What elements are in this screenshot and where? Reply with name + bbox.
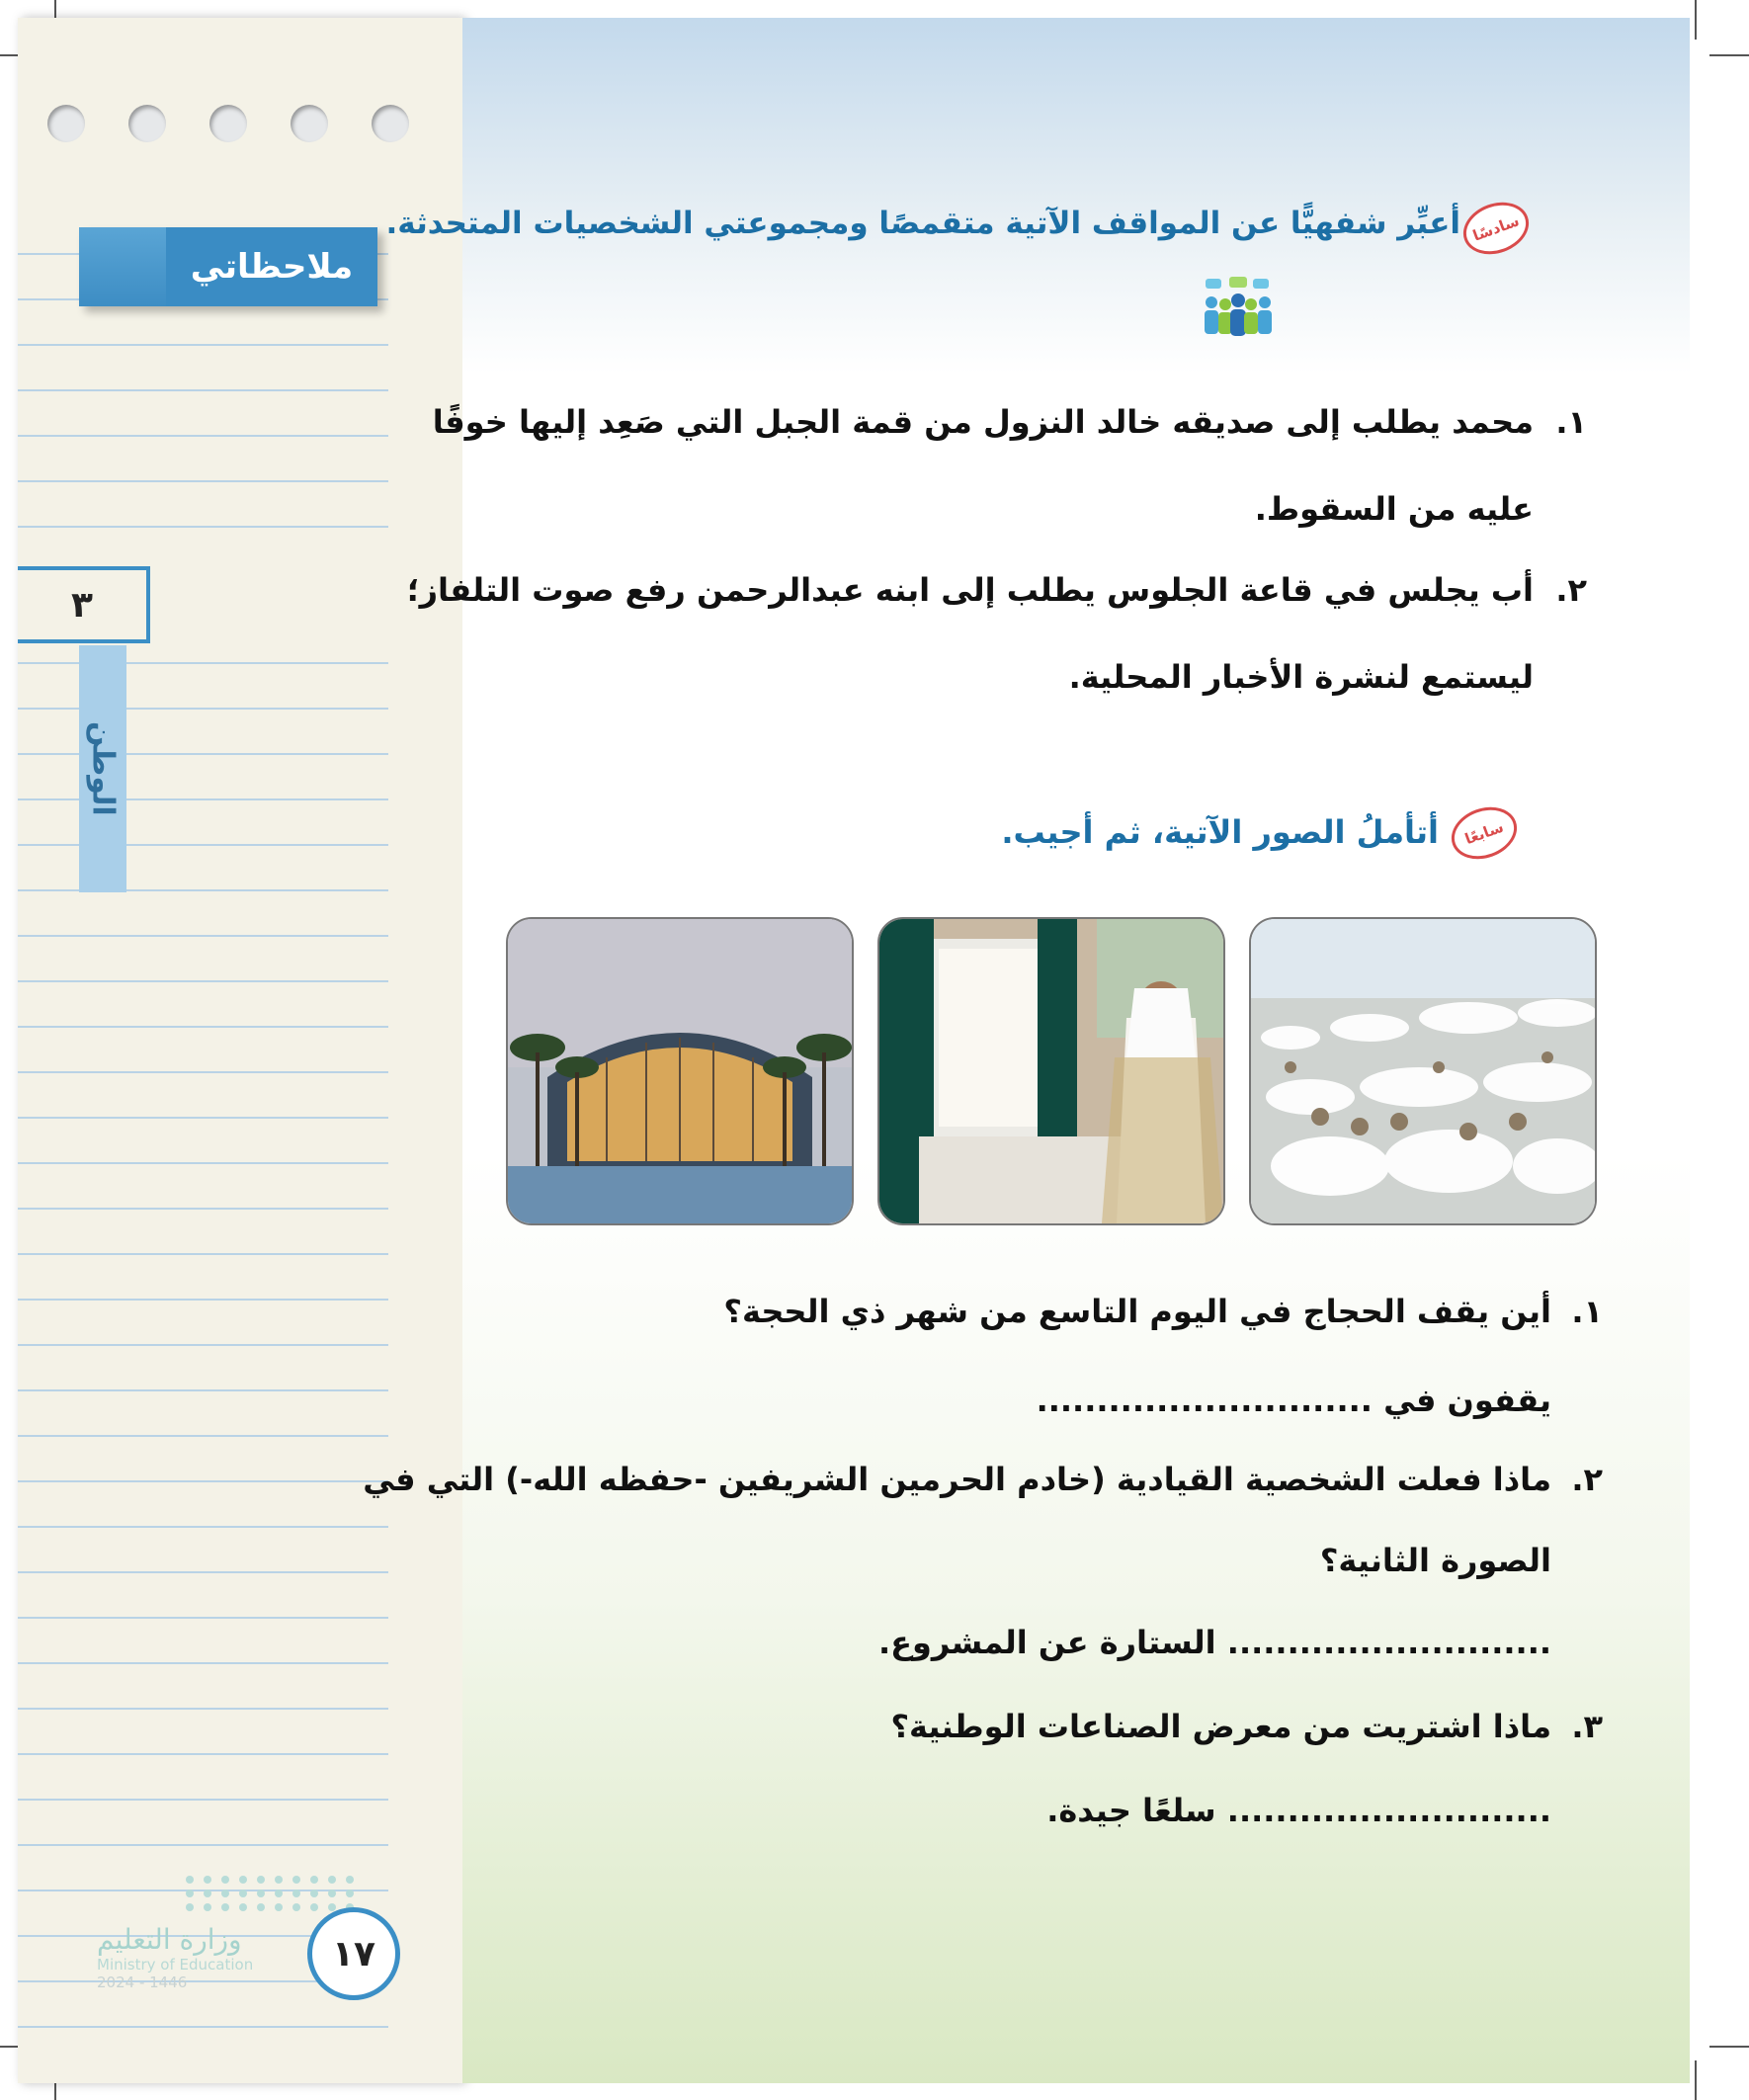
- notebook-rule-line: [18, 1253, 388, 1255]
- ministry-name-ar: وزارة التعليم: [97, 1923, 242, 1956]
- section-badge-seventh: [1445, 798, 1525, 868]
- answer-line: ........................... الستارة عن المشروع.: [877, 1624, 1551, 1661]
- notebook-rule-line: [18, 344, 388, 346]
- unit-number: ٣: [71, 584, 93, 626]
- page-number-text: ١٧: [332, 1933, 375, 1974]
- question-text-continued: الصورة الثانية؟: [1319, 1542, 1551, 1579]
- crop-mark: [1709, 54, 1749, 56]
- logo-dot: [204, 1903, 211, 1911]
- question-number: ٣.: [1571, 1708, 1603, 1745]
- notebook-rule-line: [18, 480, 388, 482]
- logo-dot: [204, 1890, 211, 1897]
- notebook-rule-line: [18, 1117, 388, 1119]
- notebook-rule-line: [18, 1389, 388, 1391]
- logo-dot: [257, 1890, 265, 1897]
- pilgrims-on-arafat-photo: [1249, 917, 1597, 1225]
- notebook-rule-line: [18, 1708, 388, 1710]
- notebook-rule-line: [18, 1026, 388, 1028]
- king-unveiling-plaque-photo: [877, 917, 1225, 1225]
- notebook-rule-line: [18, 1844, 388, 1846]
- logo-dot: [310, 1903, 318, 1911]
- logo-dot: [275, 1903, 283, 1911]
- question-number: ١.: [1571, 1293, 1603, 1330]
- unit-title-ribbon: [79, 645, 126, 892]
- notebook-rule-line: [18, 662, 388, 664]
- logo-dot: [257, 1903, 265, 1911]
- question-text: ماذا فعلت الشخصية القيادية (خادم الحرمين الشريفين -حفظه الله-) التي في: [363, 1461, 1551, 1498]
- notebook-rule-line: [18, 844, 388, 846]
- item-number: ٢.: [1555, 571, 1587, 609]
- section-badge-sixth: [1457, 194, 1537, 263]
- notebook-rule-line: [18, 889, 388, 891]
- notes-title: ملاحظاتي: [190, 247, 354, 287]
- logo-dot: [292, 1890, 300, 1897]
- notebook-rule-line: [18, 2026, 388, 2028]
- section-heading-seventh: أتأملُ الصور الآتية، ثم أجيب.: [1001, 813, 1439, 851]
- notebook-rule-line: [18, 1799, 388, 1801]
- answer-line: يقفون في ............................: [1036, 1382, 1551, 1419]
- item-text-continued: عليه من السقوط.: [1254, 490, 1534, 528]
- logo-dot: [239, 1890, 247, 1897]
- answer-line: ........................... سلعًا جيدة.: [1046, 1792, 1551, 1829]
- logo-dot: [328, 1890, 336, 1897]
- unit-title: الوطن: [85, 721, 121, 816]
- notebook-rule-line: [18, 1571, 388, 1573]
- logo-dot: [186, 1876, 194, 1884]
- notebook-rule-line: [18, 708, 388, 710]
- notebook-rule-line: [18, 1662, 388, 1664]
- logo-dot: [346, 1876, 354, 1884]
- notebook-rule-line: [18, 389, 388, 391]
- logo-dot: [221, 1903, 229, 1911]
- question-number: ٢.: [1571, 1461, 1603, 1498]
- crop-mark: [1709, 2046, 1749, 2048]
- logo-dot: [292, 1876, 300, 1884]
- logo-dot: [257, 1876, 265, 1884]
- notebook-rule-line: [18, 1299, 388, 1301]
- logo-dot: [275, 1876, 283, 1884]
- notebook-rule-line: [18, 798, 388, 800]
- item-text: أب يجلس في قاعة الجلوس يطلب إلى ابنه عبدالرحمن رفع صوت التلفاز؛: [406, 571, 1534, 609]
- item-number: ١.: [1555, 403, 1587, 441]
- notes-title-tab: [79, 227, 377, 306]
- unit-number-box: [18, 566, 150, 643]
- notes-sidebar: [18, 18, 462, 2083]
- ministry-logo-dots: [186, 1876, 383, 1911]
- logo-dot: [346, 1890, 354, 1897]
- binder-hole: [372, 105, 409, 142]
- notebook-rule-line: [18, 1480, 388, 1482]
- notebook-rule-line: [18, 753, 388, 755]
- edition-year: 2024 - 1446: [97, 1974, 188, 1991]
- item-text-continued: ليستمع لنشرة الأخبار المحلية.: [1068, 658, 1534, 696]
- logo-dot: [221, 1890, 229, 1897]
- logo-dot: [239, 1876, 247, 1884]
- logo-dot: [292, 1903, 300, 1911]
- notebook-rule-line: [18, 1435, 388, 1437]
- notebook-rule-line: [18, 1617, 388, 1619]
- notebook-rule-line: [18, 1526, 388, 1528]
- question-text: أين يقف الحجاج في اليوم التاسع من شهر ذي الحجة؟: [723, 1293, 1551, 1330]
- logo-dot: [186, 1903, 194, 1911]
- notebook-rule-line: [18, 1208, 388, 1210]
- notebook-rule-line: [18, 1753, 388, 1755]
- group-discussion-icon: [1202, 277, 1275, 338]
- logo-dot: [310, 1876, 318, 1884]
- main-content: [363, 18, 1690, 2083]
- item-text: محمد يطلب إلى صديقه خالد النزول من قمة الجبل التي صَعِد إليها خوفًا: [432, 403, 1534, 441]
- logo-dot: [328, 1876, 336, 1884]
- crop-mark: [1695, 2060, 1697, 2100]
- section-heading-sixth: أعبِّر شفهيًّا عن المواقف الآتية متقمصًا ومجموعتي الشخصيات المتحدثة.: [385, 206, 1460, 241]
- logo-dot: [186, 1890, 194, 1897]
- notebook-rule-line: [18, 1162, 388, 1164]
- badge-text: سادسًا: [1470, 211, 1522, 245]
- logo-dot: [221, 1876, 229, 1884]
- binder-hole: [128, 105, 166, 142]
- binder-hole: [209, 105, 247, 142]
- notebook-rule-line: [18, 1071, 388, 1073]
- page-number: [307, 1907, 400, 2000]
- notebook-rule-line: [18, 435, 388, 437]
- ministry-logo: [97, 1876, 294, 1991]
- crop-mark: [1695, 0, 1697, 40]
- question-text: ماذا اشتريت من معرض الصناعات الوطنية؟: [890, 1708, 1551, 1745]
- notebook-rule-line: [18, 935, 388, 937]
- logo-dot: [204, 1876, 211, 1884]
- logo-dot: [239, 1903, 247, 1911]
- badge-text: سابعًا: [1462, 817, 1506, 849]
- ministry-name-en: Ministry of Education: [97, 1956, 254, 1974]
- notebook-rule-line: [18, 1344, 388, 1346]
- notebook-rule-line: [18, 980, 388, 982]
- logo-dot: [310, 1890, 318, 1897]
- binder-hole: [47, 105, 85, 142]
- notebook-rule-line: [18, 526, 388, 528]
- exhibition-building-photo: [506, 917, 854, 1225]
- binder-hole: [291, 105, 328, 142]
- logo-dot: [275, 1890, 283, 1897]
